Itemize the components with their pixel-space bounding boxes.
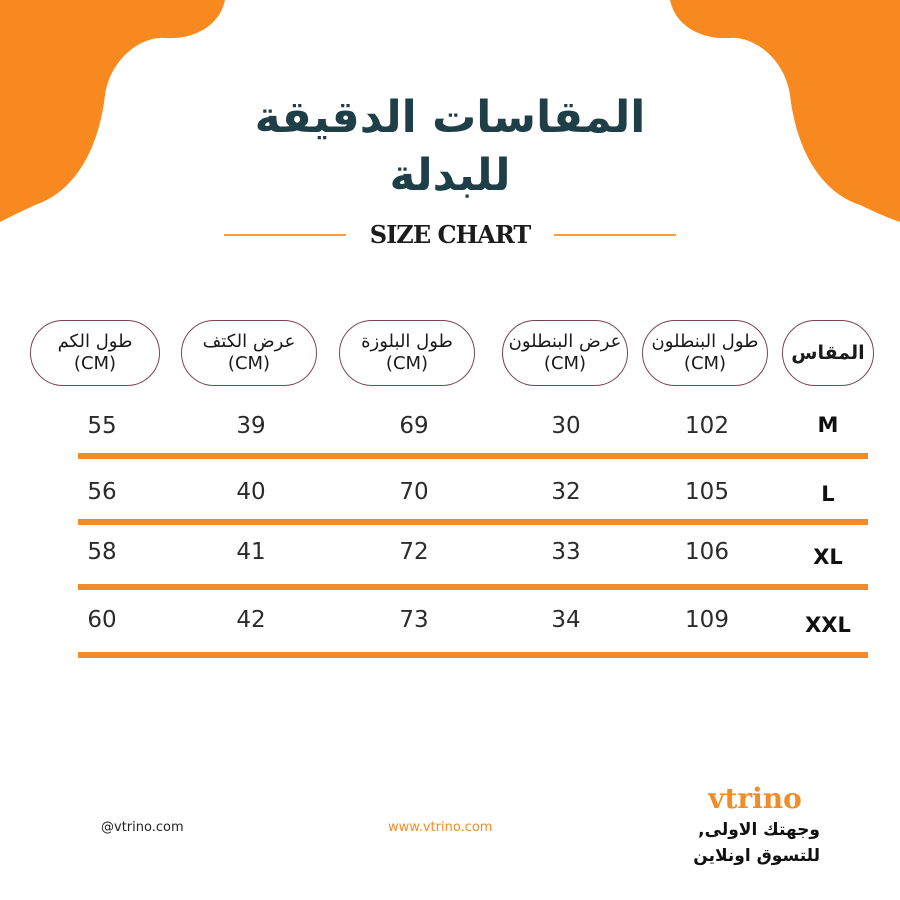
- cell-shoulder-width: 39: [236, 413, 266, 439]
- header-sleeve-length: [30, 320, 160, 386]
- header-label: طول البلوزة: [361, 331, 453, 352]
- header-unit: (CM): [683, 353, 727, 374]
- tagline-line-2: للتسوق اونلاين: [693, 846, 820, 866]
- cell-size: L: [821, 482, 835, 506]
- cell-shoulder-width: 41: [236, 539, 266, 565]
- header-label: طول البنطلون: [651, 331, 759, 352]
- header-unit: (CM): [73, 353, 117, 374]
- row-divider: [78, 652, 868, 658]
- cell-shoulder-width: 42: [236, 607, 266, 633]
- table-row: [0, 479, 900, 519]
- cell-blouse-length: 69: [399, 413, 429, 439]
- cell-pants-width: 30: [551, 413, 581, 439]
- header-unit: (CM): [543, 353, 587, 374]
- cell-sleeve-length: 58: [87, 539, 117, 565]
- cell-pants-width: 32: [551, 479, 581, 505]
- cell-sleeve-length: 60: [87, 607, 117, 633]
- header-blouse-length: [339, 320, 475, 386]
- header-size: [782, 320, 874, 386]
- header-unit: (CM): [227, 353, 271, 374]
- subtitle: SIZE CHART: [369, 220, 531, 249]
- row-divider: [78, 519, 868, 525]
- cell-blouse-length: 72: [399, 539, 429, 565]
- website-link[interactable]: www.vtrino.com: [388, 820, 493, 835]
- cell-pants-length: 109: [685, 607, 729, 633]
- cell-size: M: [817, 413, 839, 437]
- header-pants-length: [642, 320, 768, 386]
- cell-blouse-length: 70: [399, 479, 429, 505]
- table-row: [0, 607, 900, 647]
- subtitle-divider-right: [554, 234, 676, 236]
- cell-pants-length: 102: [685, 413, 729, 439]
- page-title-line-1: المقاسات الدقيقة: [254, 92, 646, 143]
- cell-pants-width: 33: [551, 539, 581, 565]
- header-size-label: المقاس: [791, 342, 865, 364]
- cell-sleeve-length: 55: [87, 413, 117, 439]
- cell-size: XL: [813, 545, 843, 569]
- cell-pants-width: 34: [551, 607, 581, 633]
- header-label: عرض البنطلون: [508, 331, 622, 352]
- cell-sleeve-length: 56: [87, 479, 117, 505]
- header-unit: (CM): [385, 353, 429, 374]
- cell-shoulder-width: 40: [236, 479, 266, 505]
- header-label: عرض الكتف: [202, 331, 296, 352]
- cell-blouse-length: 73: [399, 607, 429, 633]
- header-shoulder-width: [181, 320, 317, 386]
- row-divider: [78, 453, 868, 459]
- header-label: طول الكم: [57, 331, 133, 352]
- cell-size: XXL: [805, 613, 851, 637]
- social-handle: @vtrino.com: [101, 820, 184, 835]
- cell-pants-length: 106: [685, 539, 729, 565]
- header-pants-width: [502, 320, 628, 386]
- table-row: [0, 413, 900, 453]
- brand-logo: vtrino: [708, 782, 802, 815]
- table-row: [0, 539, 900, 579]
- tagline-line-1: وجهتك الاولى,: [698, 820, 820, 840]
- cell-pants-length: 105: [685, 479, 729, 505]
- page-title-line-2: للبدلة: [389, 150, 511, 201]
- row-divider: [78, 584, 868, 590]
